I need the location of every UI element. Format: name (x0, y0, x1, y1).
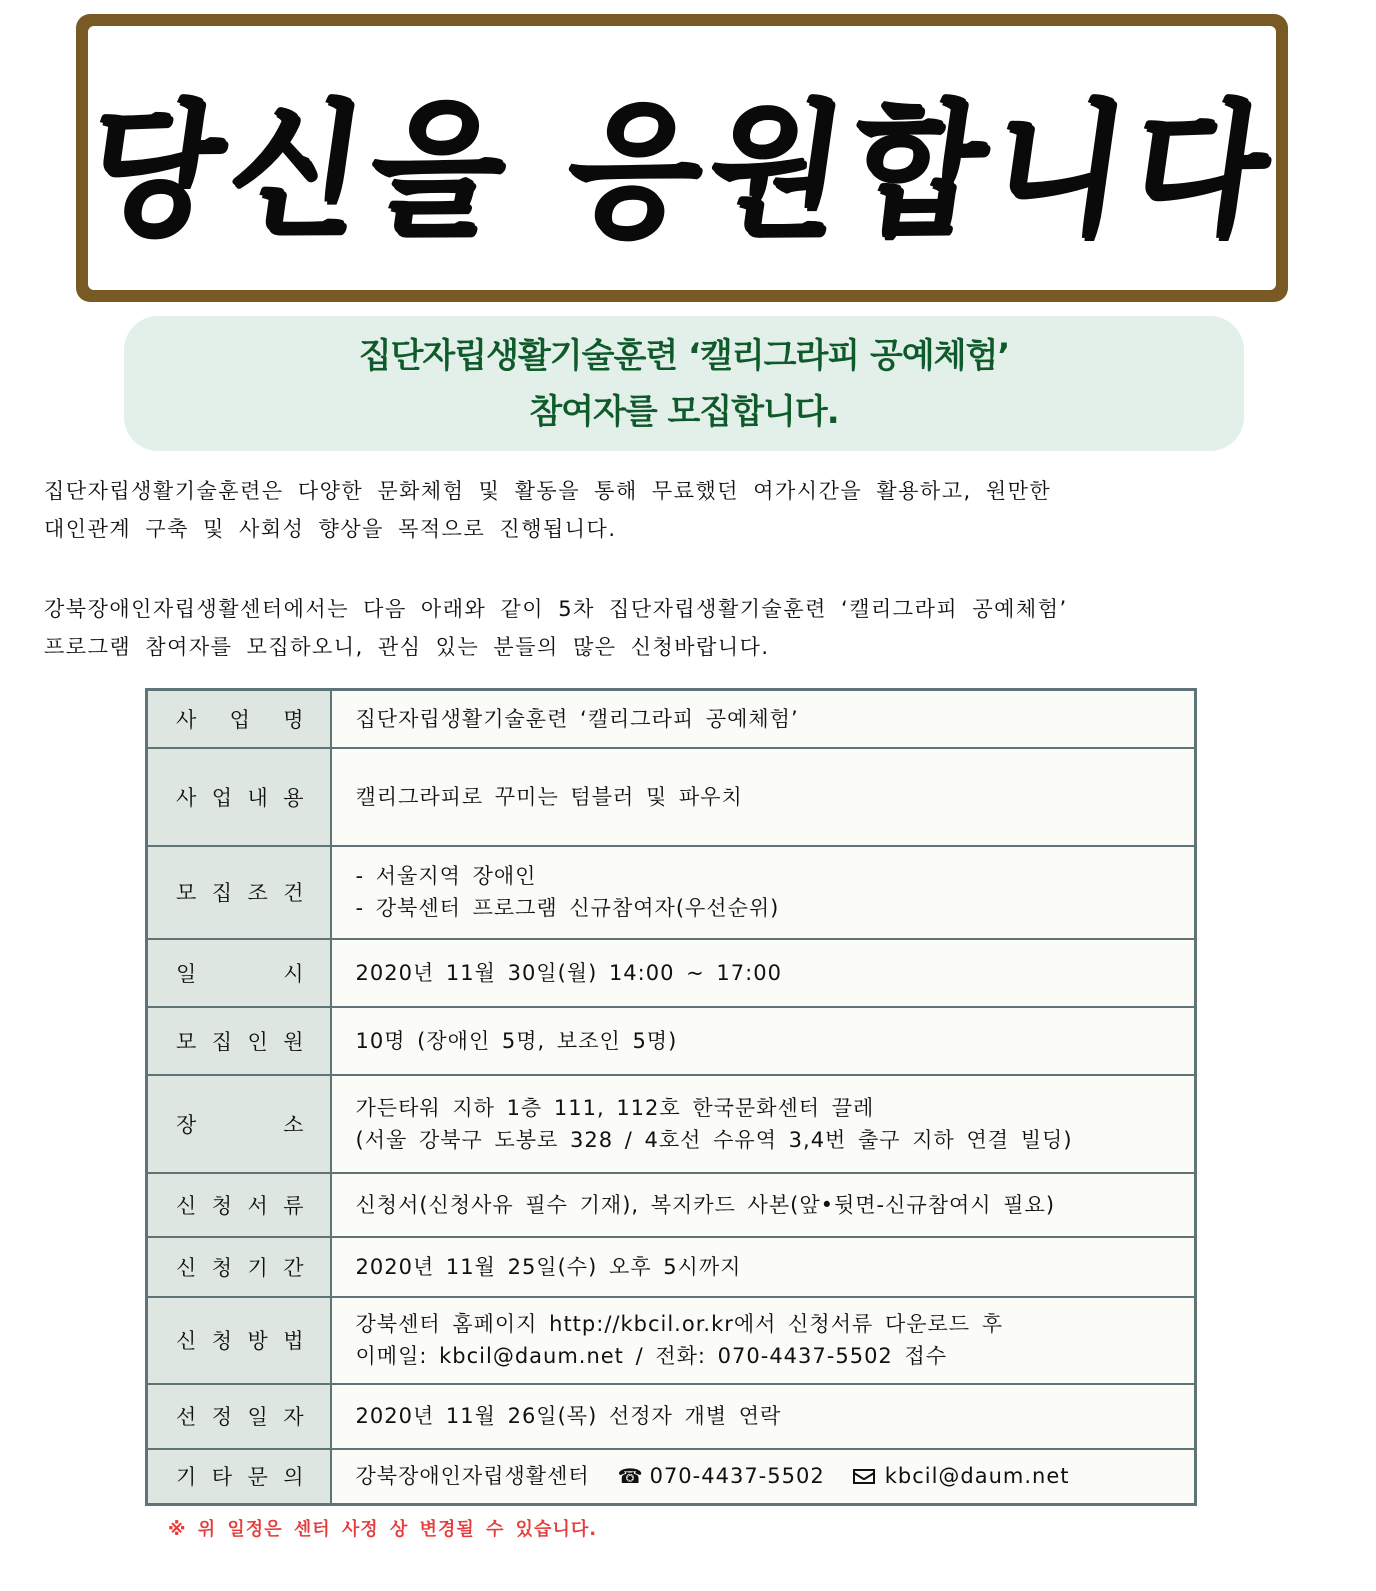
row-label (148, 1401, 330, 1431)
table-row (147, 1297, 1196, 1384)
row-label-char: 사 (176, 707, 197, 732)
row-label-char: 일 (176, 961, 197, 986)
contact-line (356, 1460, 1195, 1492)
row-label-cell (147, 748, 331, 846)
row-label-cell (147, 846, 331, 939)
table-row (147, 690, 1196, 748)
title-banner (76, 14, 1288, 302)
row-label (148, 782, 330, 812)
row-value-cell (331, 1384, 1196, 1449)
row-label (148, 1252, 330, 1282)
row-label-char: 신 (176, 1255, 197, 1280)
row-label-cell (147, 1007, 331, 1075)
row-value-line: 신청서(신청사유 필수 기재), 복지카드 사본(앞•뒷면-신규참여시 필요) (355, 1192, 1056, 1217)
contact-phone: 070-4437-5502 (649, 1464, 825, 1489)
row-value-cell (331, 748, 1196, 846)
row-label-char: 선 (176, 1405, 197, 1429)
table-row (147, 846, 1196, 939)
intro-paragraph-2 (44, 590, 1334, 666)
table-row (147, 748, 1196, 846)
row-label-char: 정 (211, 1405, 233, 1429)
row-label-char: 건 (283, 881, 304, 905)
intro-p1-line1: 집단자립생활기술훈련은 다양한 문화체험 및 활동을 통해 무료했던 여가시간을 활용하고, 원만한 (44, 479, 1052, 503)
row-label-char: 원 (283, 1029, 304, 1054)
envelope-icon (853, 1469, 875, 1484)
row-label-char: 조 (247, 881, 268, 905)
table-row (147, 1007, 1196, 1075)
row-label-char: 간 (283, 1255, 304, 1280)
row-label-char: 내 (247, 785, 268, 810)
table-row (147, 1075, 1196, 1173)
row-label-char: 용 (283, 785, 304, 810)
row-label-char: 명 (283, 707, 304, 732)
row-label-char: 신 (176, 1193, 197, 1218)
intro-p2-line1: 강북장애인자립생활센터에서는 다음 아래와 같이 5차 집단자립생활기술훈련 ‘캘리그라피 공예체험’ (44, 597, 1068, 621)
row-label (148, 1461, 330, 1491)
row-label-char: 청 (211, 1193, 233, 1218)
row-value-line: (서울 강북구 도봉로 328 / 4호선 수유역 3,4번 출구 지하 연결 빌딩) (355, 1127, 1073, 1152)
row-label-cell (147, 1449, 331, 1505)
row-label-char: 서 (247, 1193, 268, 1218)
row-value-cell (331, 690, 1196, 748)
row-label-char: 타 (211, 1465, 233, 1490)
row-label-char: 모 (176, 1029, 197, 1054)
row-label-char: 인 (247, 1029, 268, 1054)
title-banner-inner (75, 26, 1286, 290)
row-label-char: 일 (247, 1405, 268, 1429)
row-value-line: - 서울지역 장애인 (355, 864, 537, 888)
row-label-char: 사 (176, 785, 197, 810)
row-value-line: 2020년 11월 25일(수) 오후 5시까지 (355, 1254, 742, 1279)
row-value-cell (331, 1237, 1196, 1297)
row-label-char: 의 (283, 1465, 304, 1490)
row-label-char: 집 (211, 881, 233, 905)
row-label-cell (147, 1075, 331, 1173)
row-label (148, 1109, 330, 1139)
row-label-char: 기 (247, 1255, 268, 1280)
row-label-char: 모 (176, 881, 197, 905)
row-label-char: 류 (283, 1193, 304, 1218)
row-value-line: 이메일: kbcil@daum.net / 전화: 070-4437-5502 접수 (355, 1344, 948, 1368)
row-value-cell (331, 1007, 1196, 1075)
row-label (148, 704, 330, 734)
row-label-char: 청 (211, 1329, 233, 1353)
row-value-line: 강북센터 홈페이지 http://kbcil.or.kr에서 신청서류 다운로드 후 (355, 1312, 1004, 1336)
row-value-line: 집단자립생활기술훈련 ‘캘리그라피 공예체험’ (355, 706, 799, 731)
row-value-cell (331, 1297, 1196, 1384)
row-label-cell (147, 1384, 331, 1449)
row-label (148, 1026, 330, 1056)
subtitle-line-2: 참여자를 모집합니다. (529, 391, 839, 432)
row-value-cell (331, 939, 1196, 1007)
contact-org: 강북장애인자립생활센터 (355, 1464, 590, 1489)
intro-paragraph-1 (44, 472, 1334, 548)
row-value-cell (331, 1075, 1196, 1173)
schedule-change-note: ※ 위 일정은 센터 사정 상 변경될 수 있습니다. (168, 1519, 598, 1540)
row-value-line: 2020년 11월 30일(월) 14:00 ~ 17:00 (355, 960, 782, 985)
row-label-char: 업 (229, 707, 250, 732)
row-value-line: 캘리그라피로 꾸미는 텀블러 및 파우치 (355, 784, 743, 809)
row-label (148, 1190, 330, 1220)
table-row (147, 1237, 1196, 1297)
row-label-cell (147, 1237, 331, 1297)
info-table-body (147, 690, 1196, 1505)
row-label (148, 877, 330, 907)
banner-title: 당신을 응원합니다 (75, 83, 1286, 255)
row-label-char: 시 (283, 961, 304, 986)
subtitle-box (124, 316, 1244, 451)
row-label-char: 문 (247, 1465, 268, 1490)
row-label-char: 집 (211, 1029, 233, 1054)
row-label-cell (147, 1173, 331, 1237)
row-label-char: 법 (283, 1329, 304, 1353)
row-label (148, 1325, 330, 1355)
subtitle-line-1: 집단자립생활기술훈련 ‘캘리그라피 공예체험’ (358, 335, 1010, 376)
row-label-char: 소 (283, 1112, 304, 1137)
contact-value-cell (331, 1449, 1196, 1505)
row-value-cell (331, 846, 1196, 939)
row-label-char: 청 (211, 1255, 233, 1280)
table-row (147, 1384, 1196, 1449)
row-label-char: 기 (176, 1465, 197, 1490)
row-label-cell (147, 690, 331, 748)
table-row (147, 1173, 1196, 1237)
row-value-line: 2020년 11월 26일(목) 선정자 개별 연락 (355, 1404, 782, 1428)
row-label-char: 방 (247, 1329, 268, 1353)
info-table (145, 688, 1197, 1506)
row-label (148, 958, 330, 988)
intro-p2-line2: 프로그램 참여자를 모집하오니, 관심 있는 분들의 많은 신청바랍니다. (44, 635, 770, 659)
row-value-line: 10명 (장애인 5명, 보조인 5명) (355, 1028, 678, 1053)
row-value-cell (331, 1173, 1196, 1237)
row-label-cell (147, 1297, 331, 1384)
row-value-line: 가든타워 지하 1층 111, 112호 한국문화센터 끌레 (355, 1095, 875, 1120)
table-row (147, 939, 1196, 1007)
row-label-char: 업 (211, 785, 233, 810)
phone-icon: ☎ (617, 1464, 644, 1489)
table-row-contact (147, 1449, 1196, 1505)
row-label-char: 신 (176, 1329, 197, 1353)
row-label-char: 자 (283, 1405, 304, 1429)
intro-p1-line2: 대인관계 구축 및 사회성 향상을 목적으로 진행됩니다. (44, 517, 617, 541)
row-label-cell (147, 939, 331, 1007)
row-label-char: 장 (176, 1112, 197, 1137)
row-value-line: - 강북센터 프로그램 신규참여자(우선순위) (355, 896, 780, 920)
contact-email: kbcil@daum.net (884, 1464, 1070, 1489)
